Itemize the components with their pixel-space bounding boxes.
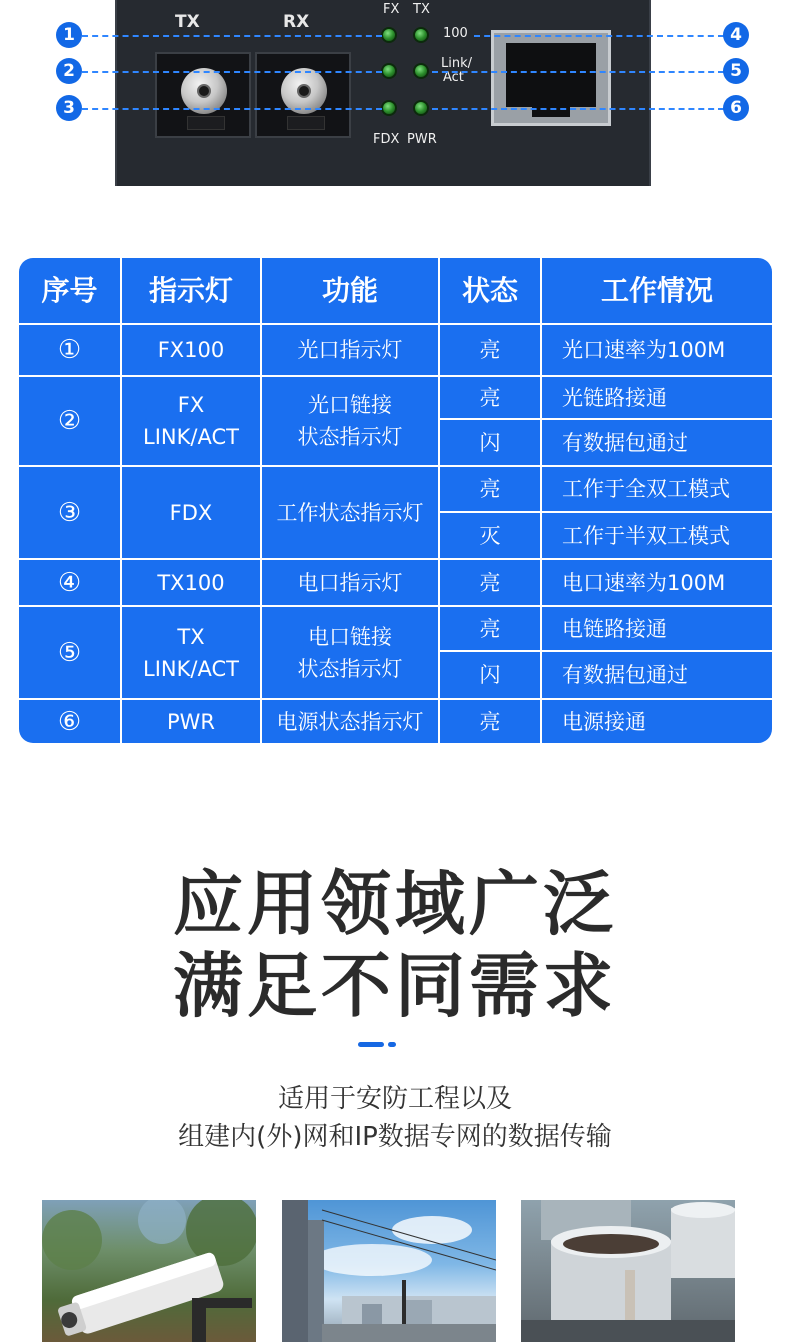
indicator-table [19,258,772,743]
led-fx-link [381,63,397,79]
led-label-tx: TX [413,2,430,17]
led-pwr [413,100,429,116]
callout-badge-2: 2 [56,58,82,84]
subtitle-line-1: 适用于安防工程以及 [277,1084,512,1114]
row4-no: ④ [57,567,82,598]
callout-line-2 [82,71,382,73]
row1-light: FX100 [157,338,225,362]
row1-no: ① [57,335,82,365]
row2-function: 光口链接 状态指示灯 [297,393,403,449]
header-light: 指示灯 [148,273,233,307]
subtitle-line-2: 组建内(外)网和IP数据专网的数据传输 [178,1122,612,1152]
callout-badge-5: 5 [723,58,749,84]
port-label-rx: RX [283,12,310,32]
row4-function: 电口指示灯 [297,570,403,595]
fiber-port-tx [155,52,251,138]
row3-light: FDX [169,500,213,525]
photo-industrial-tanks [521,1200,735,1342]
row3-desc-b: 工作于半双工模式 [562,523,730,548]
callout-badge-6: 6 [723,95,749,121]
led-label-fdx: FDX [373,132,400,147]
photo-railway-city [282,1200,496,1342]
row5-light: TX LINK/ACT [143,624,239,681]
row2-desc-a: 光链路接通 [562,385,667,410]
row1-function: 光口指示灯 [297,338,403,362]
led-label-fx: FX [383,2,400,17]
row3-desc-a: 工作于全双工模式 [562,477,730,501]
photo-surveillance-camera [42,1200,256,1342]
led-fx100 [381,27,397,43]
header-state: 状态 [461,273,518,307]
row3-no: ③ [57,497,82,528]
row4-light: TX100 [157,570,225,595]
led-tx-link [413,63,429,79]
row3-state-a: 亮 [479,477,501,501]
row2-state-a: 亮 [479,385,501,410]
row6-function: 电源状态指示灯 [276,709,424,734]
row3-function: 工作状态指示灯 [276,500,424,525]
led-label-act: Act [443,70,464,85]
row2-no: ② [57,406,82,436]
row1-desc: 光口速率为100M [562,338,726,362]
row4-state: 亮 [479,570,501,595]
row4-desc: 电口速率为100M [562,570,726,595]
row2-light: FX LINK/ACT [143,393,239,449]
header-work: 工作情况 [600,273,713,307]
fiber-port-rx [255,52,351,138]
rj45-port [491,30,611,126]
callout-line-6 [432,108,724,110]
headline-line-2: 满足不同需求 [173,945,617,1027]
row6-desc: 电源接通 [562,709,646,734]
header-function: 功能 [321,273,378,307]
accent-divider [358,1042,396,1047]
row5-desc-b: 有数据包通过 [562,663,688,687]
callout-badge-3: 3 [56,95,82,121]
callout-line-1 [82,35,382,37]
header-no: 序号 [41,273,98,307]
led-fdx [381,100,397,116]
callout-badge-1: 1 [56,22,82,48]
row2-desc-b: 有数据包通过 [562,430,688,455]
callout-line-5 [432,71,724,73]
led-label-link: Link/ [441,56,473,71]
port-label-tx: TX [175,12,200,32]
row5-desc-a: 电链路接通 [562,616,667,641]
row1-state: 亮 [479,338,501,362]
row6-state: 亮 [479,709,501,734]
led-tx100 [413,27,429,43]
row3-state-b: 灭 [479,523,501,548]
headline-line-1: 应用领域广泛 [173,863,617,945]
led-label-pwr: PWR [407,132,437,147]
callout-line-4 [474,35,724,37]
row5-function: 电口链接 状态指示灯 [297,624,403,681]
row5-state-b: 闪 [479,663,501,687]
row6-light: PWR [166,709,216,734]
media-converter-front-panel [115,0,651,186]
led-label-100: 100 [443,26,468,41]
callout-badge-4: 4 [723,22,749,48]
row6-no: ⑥ [57,706,82,737]
callout-line-3 [82,108,382,110]
row5-state-a: 亮 [479,616,501,641]
row5-no: ⑤ [57,637,82,668]
row2-state-b: 闪 [479,430,501,455]
